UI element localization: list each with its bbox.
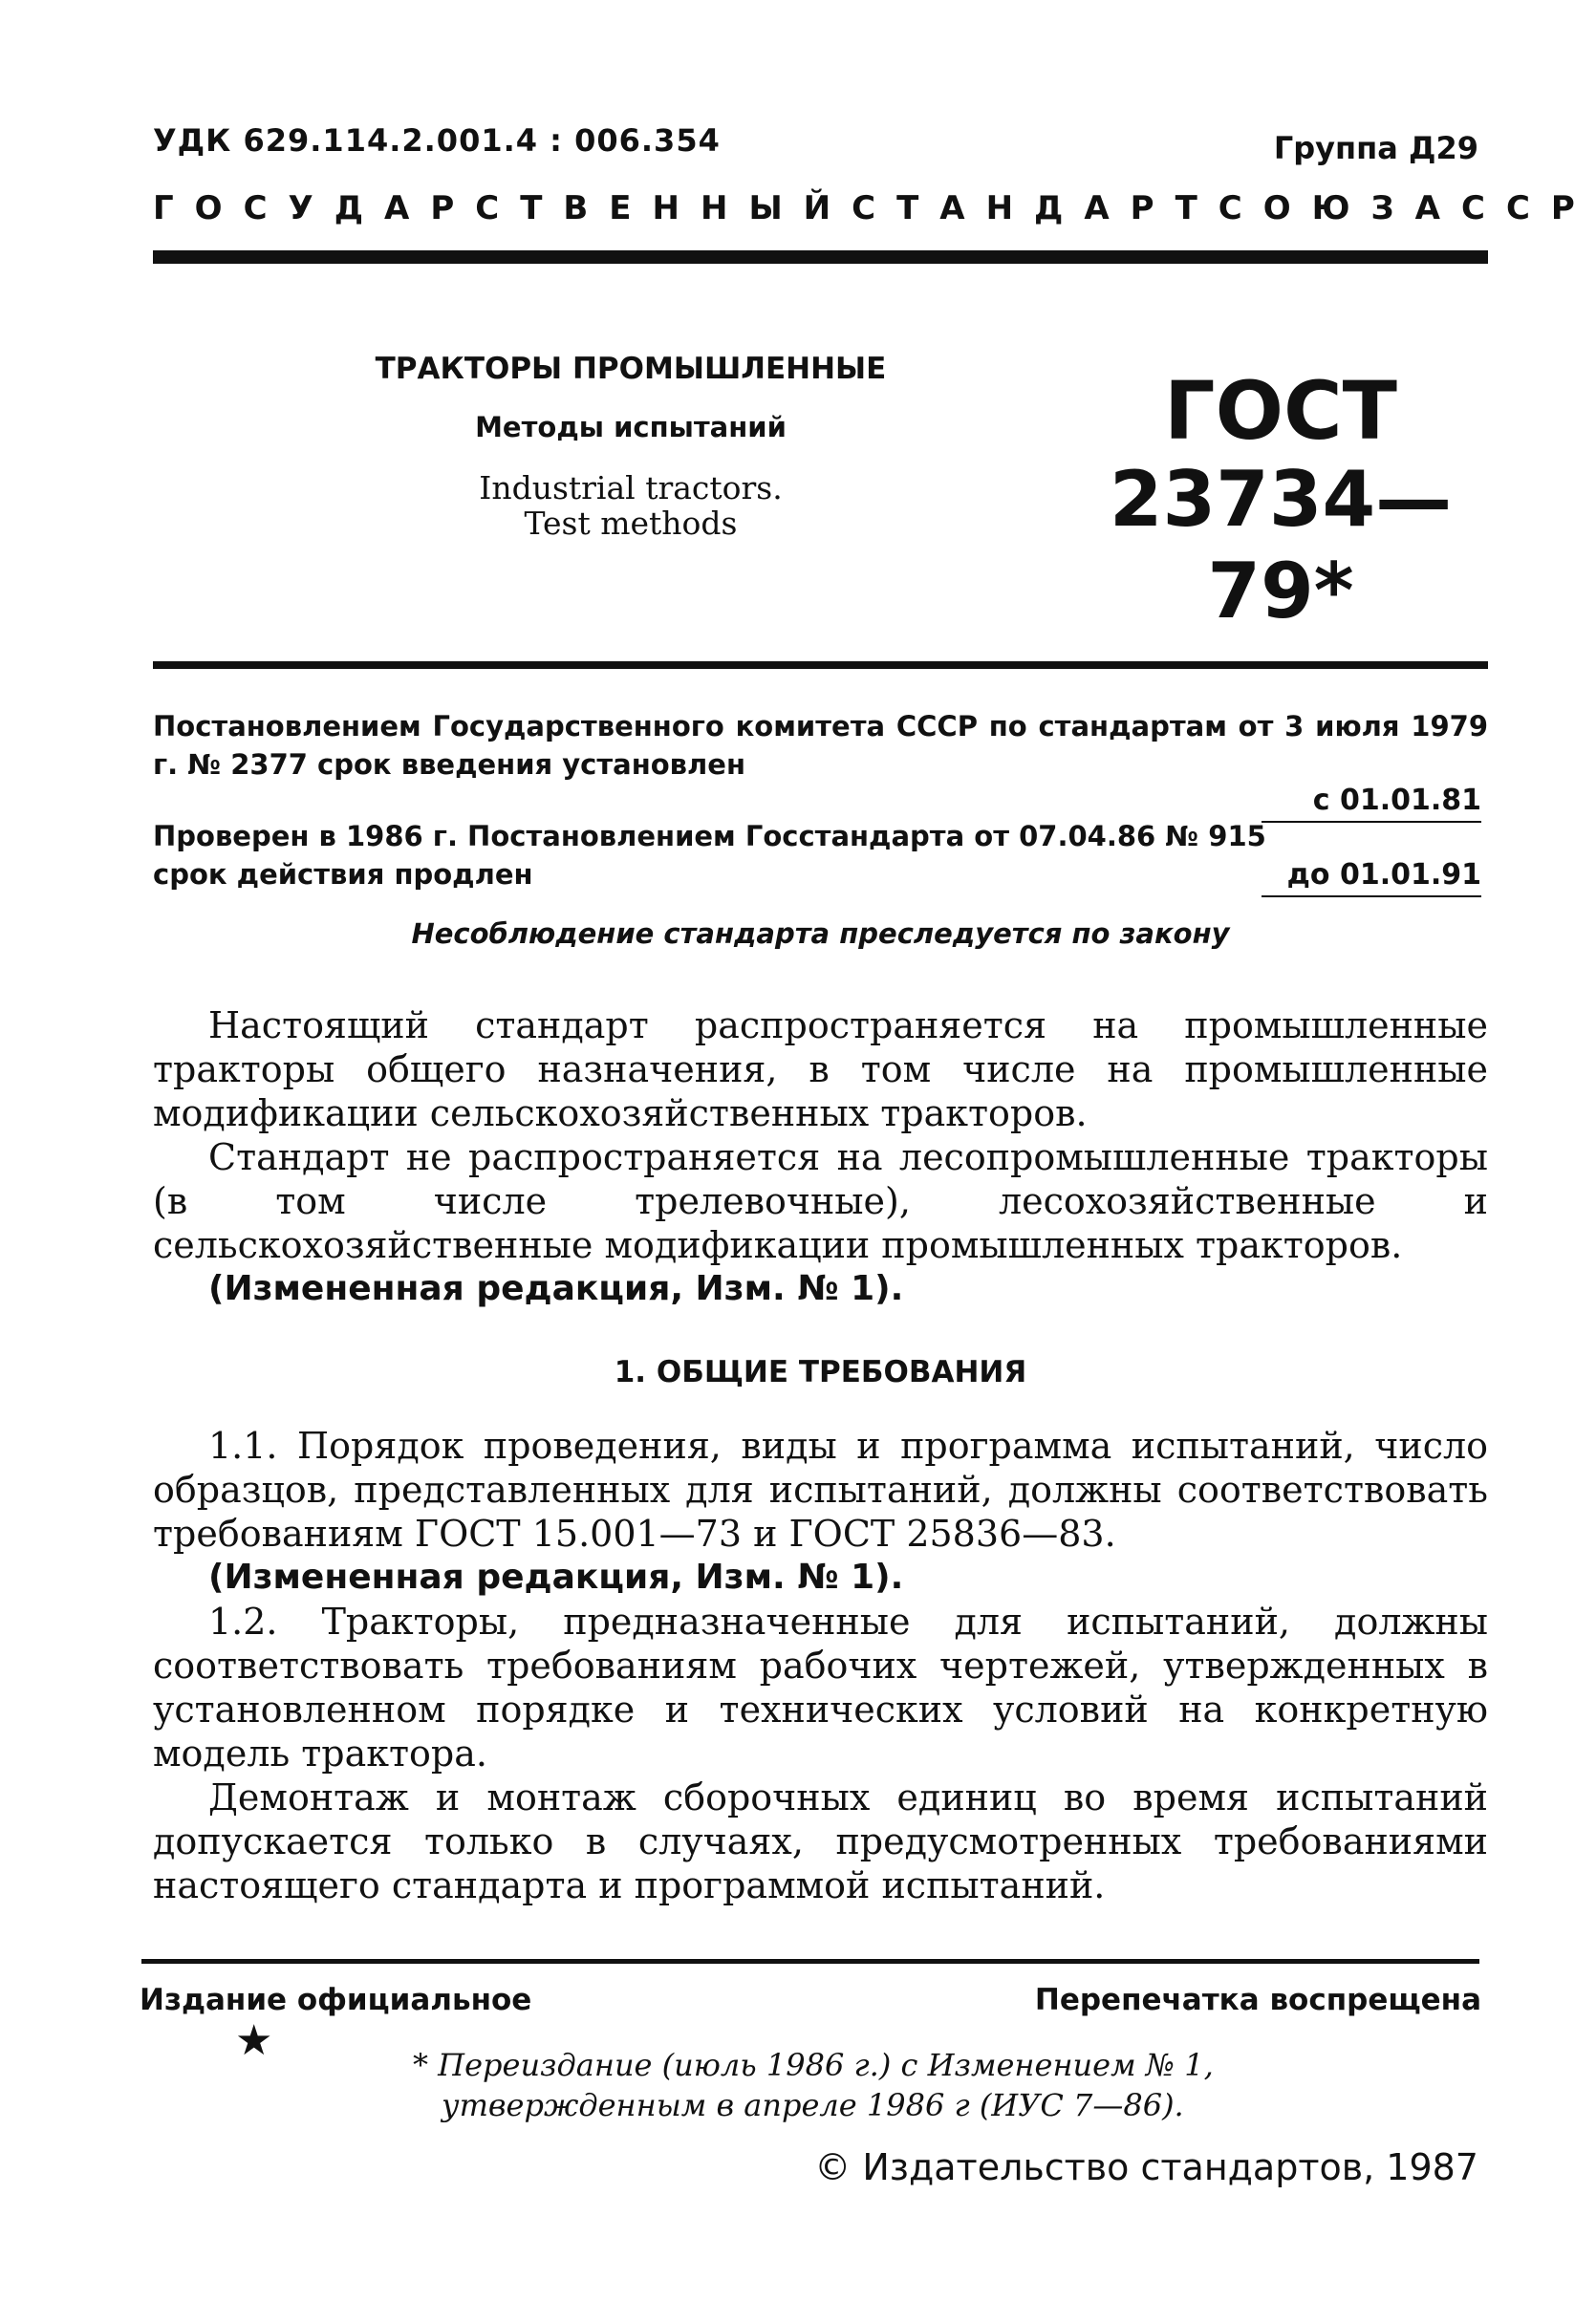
noncompliance-notice: Несоблюдение стандарта преследуется по закону [411, 917, 1230, 950]
paragraph: 1.1. Порядок проведения, виды и программа испытаний, число образцов, представленных для испытаний, должны соответствовать требованиям ГОСТ 15.001—73 и ГОСТ 25836—83. [153, 1425, 1488, 1555]
banner-word: СТАНДАРТ [852, 189, 1219, 227]
banner-word: ССР [1461, 189, 1596, 227]
section-body [153, 1424, 1488, 1907]
gost-label: ГОСТ [1164, 364, 1397, 458]
amendment-note: (Измененная редакция, Изм. № 1). [208, 1558, 904, 1597]
document-title: ТРАКТОРЫ ПРОМЫШЛЕННЫЕ [375, 352, 887, 386]
banner-rule [153, 250, 1488, 264]
effective-date: с 01.01.81 [1262, 784, 1481, 823]
title-rule [153, 661, 1488, 669]
banner-word: СОЮЗА [1218, 189, 1461, 227]
paragraph: Стандарт не распространяется на лесопромышленные тракторы (в том числе трелевочные), лесохозяйственные и сельскохозяйственные модификации промышленных тракторов. [153, 1136, 1488, 1266]
section-heading: 1. ОБЩИЕ ТРЕБОВАНИЯ [614, 1355, 1027, 1389]
amendment-note: (Измененная редакция, Изм. № 1). [208, 1269, 904, 1308]
extended-date: до 01.01.91 [1262, 858, 1481, 897]
intro-section [153, 1003, 1488, 1311]
paragraph: Демонтаж и монтаж сборочных единиц во время испытаний допускается только в случаях, предусмотренных требованиями настоящего стандарта и программой испытаний. [153, 1776, 1488, 1906]
state-standard-banner [153, 189, 1596, 227]
english-title-line: Test methods [524, 505, 738, 542]
english-title-line: Industrial tractors. [479, 469, 783, 506]
document-subtitle: Методы испытаний [475, 411, 787, 443]
reprint-prohibited: Перепечатка воспрещена [1034, 1983, 1481, 2017]
decree-text: Постановлением Государственного комитета СССР по стандартам от 3 июля 1979 г. № 2377 срок введения установлен [153, 710, 1488, 781]
udk-code: УДК 629.114.2.001.4 : 006.354 [153, 122, 721, 159]
paragraph: 1.2. Тракторы, предназначенные для испытаний, должны соответствовать требованиям рабочих чертежей, утвержденных в установленном порядке и технических условий на конкретную модель трактора. [153, 1601, 1488, 1775]
footnote [413, 2045, 1369, 2125]
footer-rule [141, 1959, 1479, 1964]
checked-line: Проверен в 1986 г. Постановлением Госстандарта от 07.04.86 № 915 [153, 820, 1266, 852]
gost-number: 23734—79* [1109, 455, 1453, 635]
group-code: Группа Д29 [1273, 130, 1478, 166]
footnote-line: * Переиздание (июль 1986 г.) с Изменением № 1, [413, 2047, 1214, 2083]
official-edition: Издание официальное [140, 1983, 532, 2017]
checked-text [153, 817, 1271, 893]
star-icon: ★ [235, 2016, 273, 2065]
footnote-line: утвержденным в апреле 1986 г (ИУС 7—86). [442, 2087, 1184, 2123]
paragraph: Настоящий стандарт распространяется на промышленные тракторы общего назначения, в том числе на промышленные модификации сельскохозяйственных тракторов. [153, 1004, 1488, 1134]
checked-line: срок действия продлен [153, 858, 533, 891]
copyright: © Издательство стандартов, 1987 [814, 2146, 1478, 2188]
banner-word: ГОСУДАРСТВЕННЫЙ [153, 189, 852, 227]
english-title [344, 470, 917, 541]
title-block [344, 352, 917, 541]
